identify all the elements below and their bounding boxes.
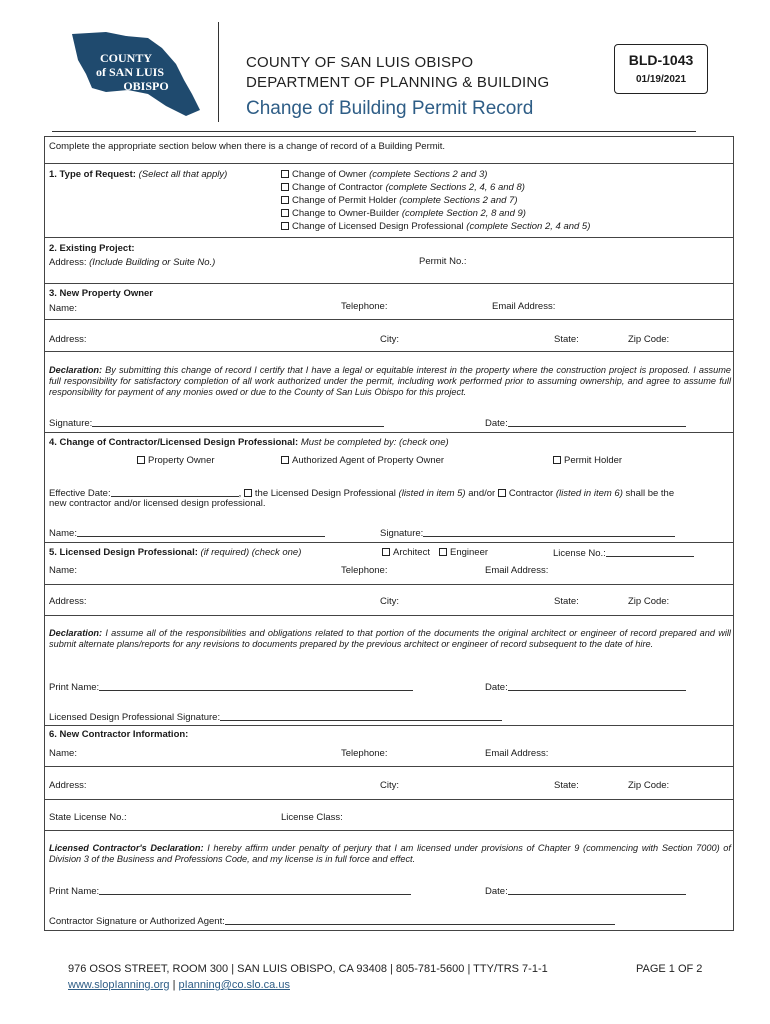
separator [45,830,733,831]
checkbox[interactable] [439,548,447,556]
option-label: Property Owner [148,455,215,466]
s5-heading [49,547,301,558]
s5-telephone-field[interactable]: Telephone: [341,565,388,576]
s6-state-field[interactable]: State: [554,780,579,791]
s4-effective-line: Effective Date: , the Licensed Design Professional (listed in item 5) and/or Contractor (listed in item 6) shall be the [49,488,675,499]
footer-address: 976 OSOS STREET, ROOM 300 | SAN LUIS OBISPO, CA 93408 | 805-781-5600 | TTY/TRS 7-1-1 [68,963,548,975]
field-label: License No.: [553,548,606,559]
date-line[interactable] [508,417,686,427]
separator [45,542,733,543]
s6-date-field[interactable] [485,885,686,897]
signature-line[interactable] [220,711,502,721]
checkbox[interactable] [281,209,289,217]
signature-line[interactable] [423,527,675,537]
s5-date-field[interactable] [485,681,686,693]
county-name: COUNTY OF SAN LUIS OBISPO [246,54,474,71]
declaration-text: I assume all of the responsibilities and obligations related to that portion of the documents the original architect or engineer of record prepared and will submit alternate plans/reports for any revisions to documents prepared by the previous architect or engineer of record subsequent to the date of hire. [49,628,731,650]
declaration-label: Licensed Contractor's Declaration: [49,843,204,853]
declaration-label: Declaration: [49,628,103,638]
s1-option-owner[interactable] [281,169,487,180]
option-note: (complete Sections 2, 4, 6 and 8) [385,182,525,193]
s6-print-name-field[interactable] [49,885,411,897]
checkbox[interactable] [553,456,561,464]
option-label: Engineer [450,547,489,558]
field-label: Date: [485,418,508,429]
checkbox[interactable] [244,489,252,497]
s6-telephone-field[interactable]: Telephone: [341,748,388,759]
s5-city-field[interactable]: City: [380,596,399,607]
option-note: (complete Section 2, 8 and 9) [401,208,526,219]
declaration-text: By submitting this change of record I certify that I have a legal or equitable interest in the property where the construction project is proposed. I assume full responsibility for satisfactory completion of all work authorized under the permit, including work performed prior to assuming ownership, and agree to assume full responsibility for payment of any monies owed or due to the County of San Luis Obispo for this project. [49,365,731,398]
s6-signature-field[interactable] [49,915,615,927]
s1-hint: (Select all that apply) [138,169,228,180]
s5-ldp-signature-field[interactable] [49,711,502,723]
date-line[interactable] [508,681,686,691]
page-number: PAGE 1 OF 2 [636,963,703,975]
text: shall be the [625,488,675,499]
form-number-box [614,44,708,94]
checkbox[interactable] [281,170,289,178]
email-link[interactable]: pIanning@co.slo.ca.us [178,979,290,991]
s2-address-field[interactable] [49,257,215,268]
s6-address-field[interactable]: Address: [49,780,87,791]
form-date: 01/19/2021 [635,74,687,85]
field-label: Contractor Signature or Authorized Agent: [49,916,225,927]
field-label: Signature: [49,418,93,429]
text: (listed in item 6) [555,488,623,499]
s1-option-contractor[interactable] [281,182,525,193]
checkbox[interactable] [498,489,506,497]
s4-option-permit-holder[interactable] [553,455,622,466]
checkbox[interactable] [137,456,145,464]
s6-declaration [49,843,731,865]
s5-email-field[interactable]: Email Address: [485,565,549,576]
footer-divider: | [172,979,176,991]
s3-state-field[interactable]: State: [554,334,579,345]
separator [45,615,733,616]
field-label: Name: [49,528,77,539]
option-label: Authorized Agent of Property Owner [292,455,445,466]
option-label: Change of Permit Holder [292,195,397,206]
header-rule [52,131,696,132]
s3-signature-field[interactable] [49,417,384,429]
page-header [0,0,770,140]
logo-text-1: COUNTY [99,51,153,65]
license-line[interactable] [606,547,694,557]
s4-option-property-owner[interactable] [137,455,215,466]
website-link[interactable]: www.slopIanning.org [68,979,170,991]
s5-state-field[interactable]: State: [554,596,579,607]
separator [45,584,733,585]
s4-heading [49,437,449,448]
s3-email-field[interactable]: Email Address: [492,301,556,312]
text: Contractor [508,488,554,499]
separator [45,799,733,800]
form-number: BLD-1043 [628,52,694,68]
separator [45,237,733,238]
field-label: Print Name: [49,886,100,897]
checkbox[interactable] [382,548,390,556]
signature-line[interactable] [225,915,615,925]
field-label: Date: [485,886,508,897]
text: (listed in item 5) [398,488,466,499]
s4-label: 4. Change of Contractor/Licensed Design Professional: [49,437,299,448]
logo-text-2: of SAN LUIS [95,65,165,79]
department-name: DEPARTMENT OF PLANNING & BUILDING [246,74,550,91]
s3-zip-field[interactable]: Zip Code: [628,334,670,345]
checkbox[interactable] [281,456,289,464]
s5-license-field[interactable] [553,547,694,559]
s5-address-field[interactable]: Address: [49,596,87,607]
s1-option-owner-builder[interactable] [281,208,526,219]
field-label: Signature: [380,528,424,539]
text: the Licensed Design Professional [254,488,396,499]
header-divider [218,22,219,122]
field-label: Effective Date: [49,488,111,499]
separator [45,319,733,320]
s6-email-field[interactable]: Email Address: [485,748,549,759]
s5-zip-field[interactable]: Zip Code: [628,596,670,607]
s3-date-field[interactable] [485,417,686,429]
checkbox[interactable] [281,222,289,230]
option-label: Change of Contractor [292,182,383,193]
separator [45,725,733,726]
field-label: Address: [49,257,87,268]
field-label: Licensed Design Professional Signature: [49,712,221,723]
s5-option-architect[interactable] [382,547,430,558]
option-label: Change of Owner [292,169,367,180]
s1-label: 1. Type of Request: [49,169,136,180]
separator [45,766,733,767]
option-label: Architect [393,547,430,558]
s1-option-design-professional[interactable] [281,221,590,232]
intro-text: Complete the appropriate section below when there is a change of record of a Building Permit. [49,141,446,152]
checkbox[interactable] [281,196,289,204]
s3-city-field[interactable]: City: [380,334,399,345]
s6-zip-field[interactable]: Zip Code: [628,780,670,791]
logo-text-3: OBISPO [123,79,169,93]
separator [45,163,733,164]
s4-signature-field[interactable] [380,527,675,539]
s6-state-license-field[interactable]: State License No.: [49,812,127,823]
separator [45,432,733,433]
declaration-label: Declaration: [49,365,103,375]
s4-name-field[interactable] [49,527,325,539]
s3-name-field[interactable]: Name: [49,303,77,314]
county-logo [66,30,202,118]
s5-print-name-field[interactable] [49,681,413,693]
print-name-line[interactable] [99,681,413,691]
checkbox[interactable] [281,183,289,191]
option-label: Change of Licensed Design Professional [292,221,464,232]
text: and/or [468,488,496,499]
s5-option-engineer[interactable] [439,547,488,558]
s3-telephone-field[interactable]: Telephone: [341,301,388,312]
field-label: Date: [485,682,508,693]
s5-label: 5. Licensed Design Professional: [49,547,198,558]
permit-form [44,136,734,931]
page-title: Change of Building Permit Record [246,98,534,119]
footer-links [68,979,290,991]
s5-name-field[interactable]: Name: [49,565,77,576]
signature-line[interactable] [92,417,384,427]
date-line[interactable] [508,885,686,895]
s6-label: 6. New Contractor Information: [49,729,189,740]
s5-hint: (if required) (check one) [200,547,302,558]
option-label: Change to Owner-Builder [292,208,400,219]
name-line[interactable] [77,527,325,537]
s1-heading [49,169,227,180]
s3-declaration [49,365,731,399]
option-note: (complete Sections 2 and 7) [399,195,518,206]
s6-name-field[interactable]: Name: [49,748,77,759]
option-note: (complete Section 2, 4 and 5) [466,221,591,232]
s5-declaration [49,628,731,650]
s4-option-authorized-agent[interactable] [281,455,444,466]
print-name-line[interactable] [99,885,411,895]
s3-label: 3. New Property Owner [49,288,154,299]
option-label: Permit Holder [564,455,623,466]
field-label: Print Name: [49,682,100,693]
s6-city-field[interactable]: City: [380,780,399,791]
s2-permit-field[interactable]: Permit No.: [419,256,467,267]
option-note: (complete Sections 2 and 3) [369,169,488,180]
separator [45,283,733,284]
s2-label: 2. Existing Project: [49,243,135,254]
s6-license-class-field[interactable]: License Class: [281,812,343,823]
s3-address-field[interactable]: Address: [49,334,87,345]
separator [45,351,733,352]
field-hint: (Include Building or Suite No.) [89,257,216,268]
s1-option-permit-holder[interactable] [281,195,518,206]
s4-hint: Must be completed by: (check one) [300,437,449,448]
s4-line2: new contractor and/or licensed design professional. [49,498,266,509]
effective-date-line[interactable] [111,487,239,497]
declaration-text: I hereby affirm under penalty of perjury that I am licensed under provisions of Chapter 9 (commencing with Section 7000) of Division 3 of the Business and Professions Code, and my license is in full force and effect. [49,843,731,865]
